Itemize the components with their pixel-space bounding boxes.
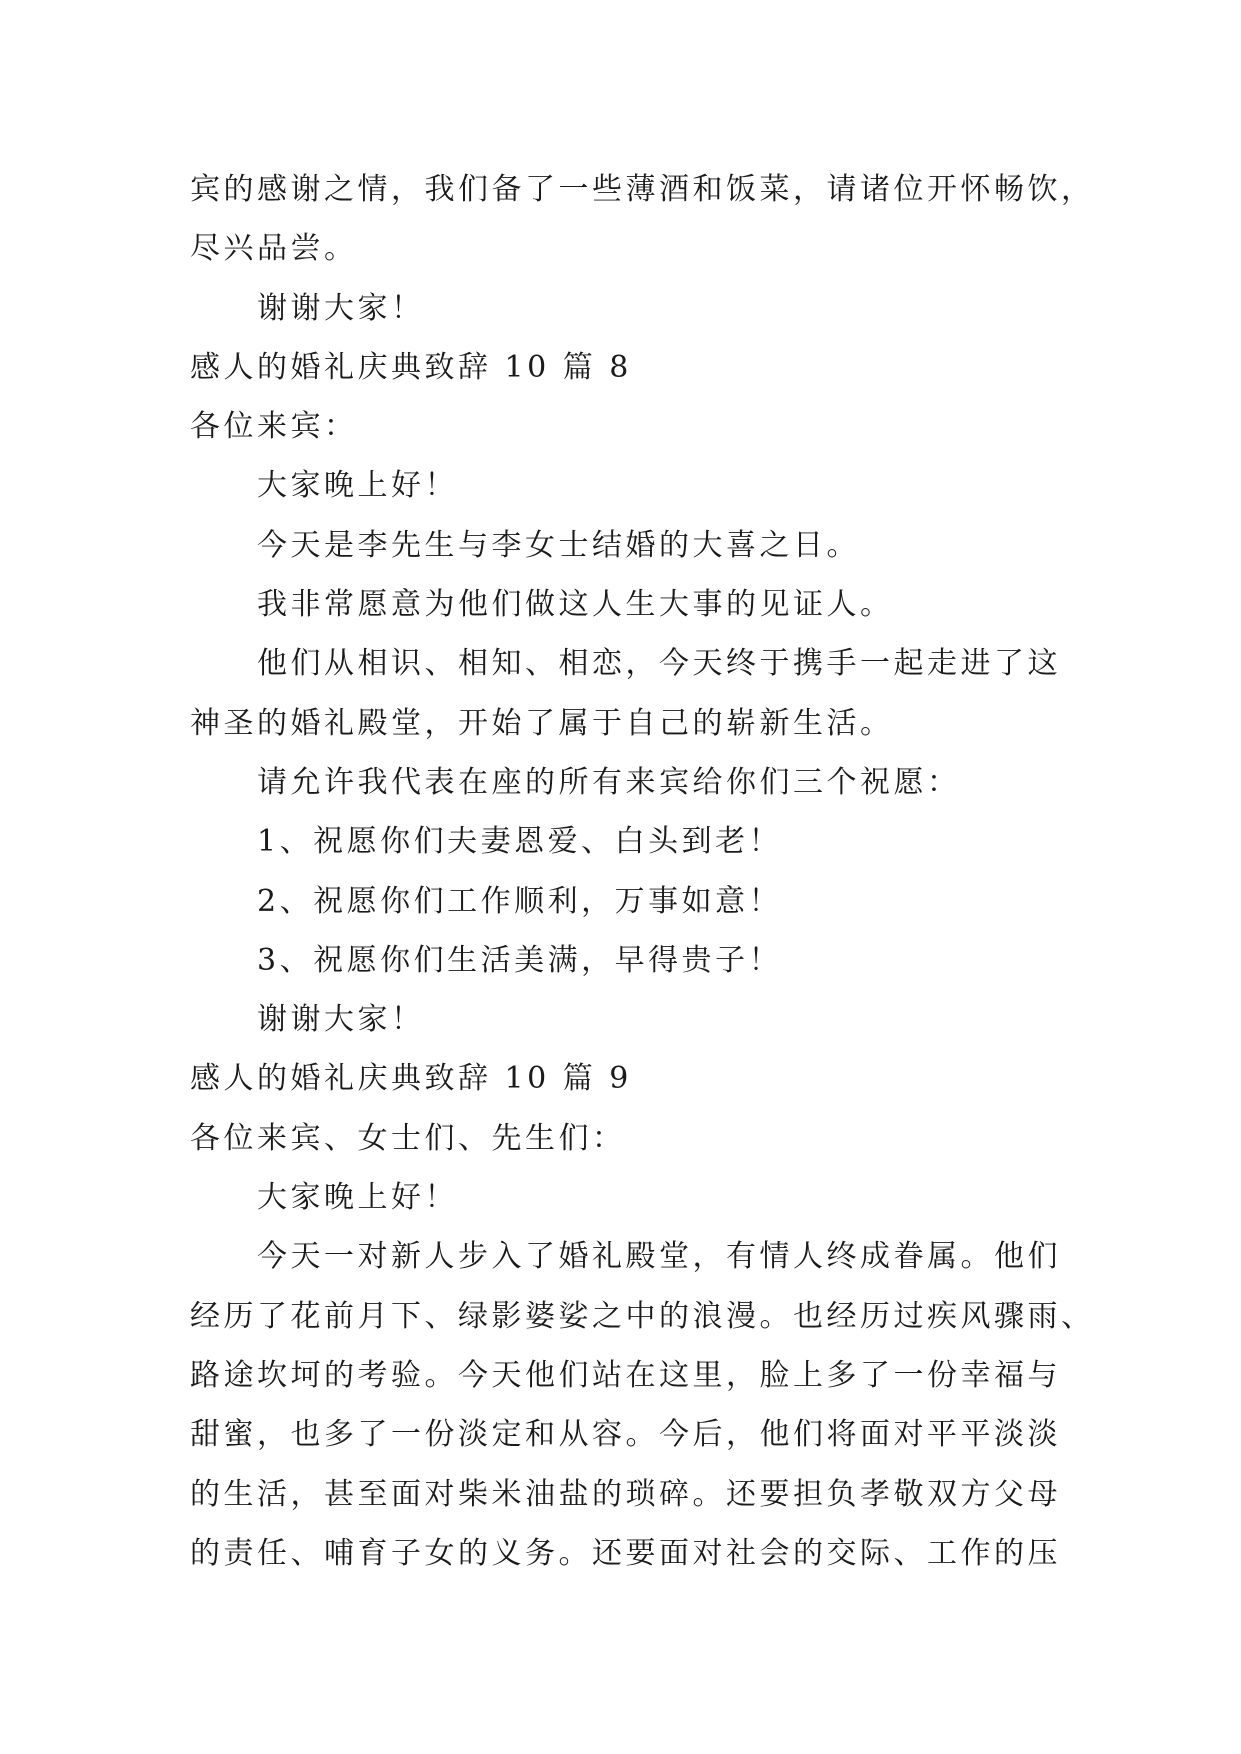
paragraph-line: 我非常愿意为他们做这人生大事的见证人。 [257, 587, 894, 623]
paragraph-line: 谢谢大家！ [257, 290, 425, 326]
paragraph-line: 请允许我代表在座的所有来宾给你们三个祝愿： [257, 764, 961, 800]
paragraph-line: 经历了花前月下、绿影婆娑之中的浪漫。也经历过疾风骤雨、 [190, 1298, 1095, 1334]
salutation: 各位来宾、女士们、先生们： [190, 1120, 626, 1156]
paragraph-line: 他们从相识、相知、相恋，今天终于携手一起走进了这 [257, 646, 1061, 682]
paragraph-line: 谢谢大家！ [257, 1002, 425, 1038]
paragraph-line: 甜蜜，也多了一份淡定和从容。今后，他们将面对平平淡淡 [190, 1417, 1061, 1453]
list-item: 3、祝愿你们生活美满，早得贵子！ [257, 942, 783, 978]
paragraph-line: 大家晚上好！ [257, 1180, 458, 1216]
list-item: 2、祝愿你们工作顺利，万事如意！ [257, 883, 783, 919]
list-item: 1、祝愿你们夫妻恩爱、白头到老！ [257, 824, 783, 860]
paragraph-line: 宾的感谢之情，我们备了一些薄酒和饭菜，请诸位开怀畅饮， [190, 172, 1095, 207]
section-heading: 感人的婚礼庆典致辞 10 篇 8 [190, 349, 632, 385]
paragraph-line: 今天一对新人步入了婚礼殿堂，有情人终成眷属。他们 [257, 1239, 1061, 1275]
paragraph-line: 路途坎坷的考验。今天他们站在这里，脸上多了一份幸福与 [190, 1357, 1061, 1393]
section-heading: 感人的婚礼庆典致辞 10 篇 9 [190, 1061, 632, 1097]
paragraph-line: 的生活，甚至面对柴米油盐的琐碎。还要担负孝敬双方父母 [190, 1476, 1061, 1512]
salutation: 各位来宾： [190, 409, 358, 445]
paragraph-line: 的责任、哺育子女的义务。还要面对社会的交际、工作的压 [190, 1535, 1061, 1571]
paragraph-line: 神圣的婚礼殿堂，开始了属于自己的崭新生活。 [190, 705, 894, 741]
paragraph-line: 今天是李先生与李女士结婚的大喜之日。 [257, 527, 860, 563]
document-body [190, 160, 1095, 1583]
paragraph-line: 尽兴品尝。 [190, 231, 358, 267]
paragraph-line: 大家晚上好！ [257, 468, 458, 504]
